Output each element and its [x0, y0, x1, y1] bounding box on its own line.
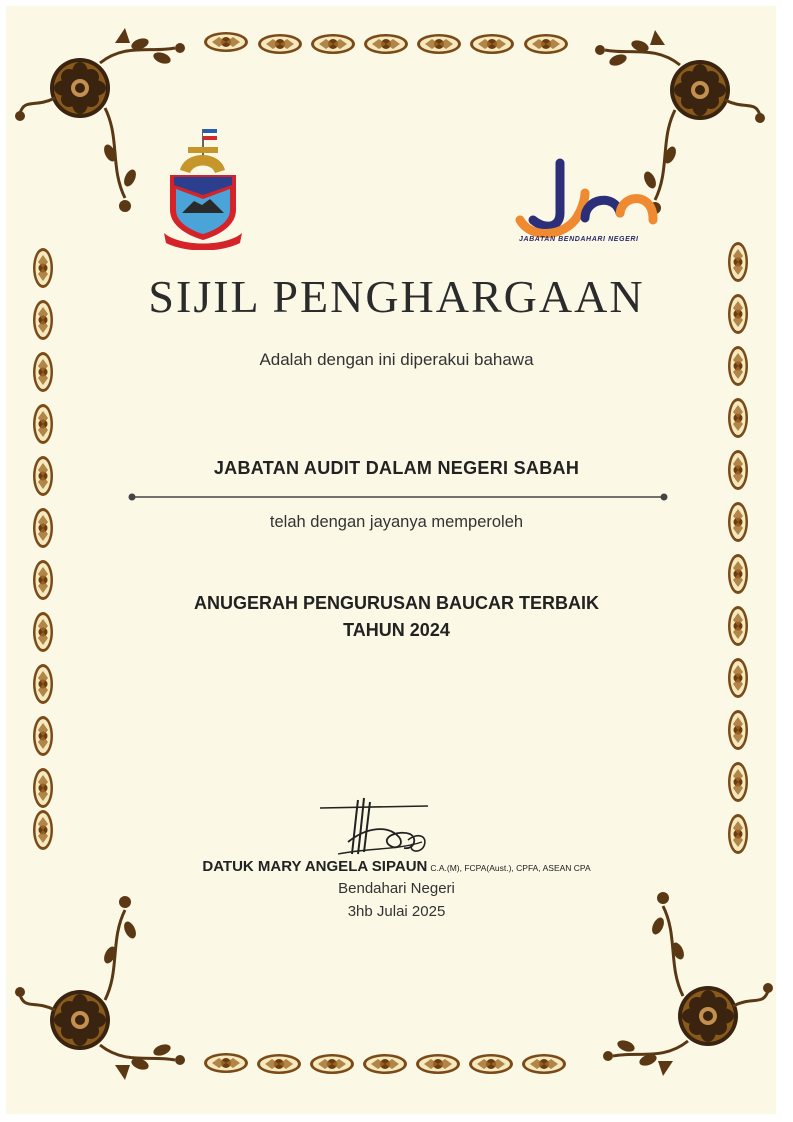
recipient-name: JABATAN AUDIT DALAM NEGERI SABAH	[213, 458, 580, 478]
award-title-line2: TAHUN 2024	[343, 620, 450, 640]
signatory-name: DATUK MARY ANGELA SIPAUN	[202, 858, 428, 875]
certificate-title: SIJIL PENGHARGAAN	[148, 271, 645, 322]
jbn-logo-text: JABATAN BENDAHARI NEGERI	[519, 236, 639, 243]
divider-line	[128, 491, 668, 503]
signatory-position: Bendahari Negeri	[338, 880, 455, 897]
signatory-qualifications: C.A.(M), FCPA(Aust.), CPFA, ASEAN CPA	[430, 863, 591, 873]
intro-text: Adalah dengan ini diperakui bahawa	[259, 350, 534, 369]
achievement-text: telah dengan jayanya memperoleh	[269, 513, 524, 531]
sabah-state-crest-icon	[160, 125, 246, 250]
jbn-logo-icon	[515, 158, 660, 248]
award-title-line1: ANUGERAH PENGURUSAN BAUCAR TERBAIK	[193, 593, 599, 613]
signatory-block	[0, 858, 793, 875]
certificate-date: 3hb Julai 2025	[347, 903, 446, 920]
signature	[318, 796, 438, 858]
award-title	[0, 590, 793, 644]
